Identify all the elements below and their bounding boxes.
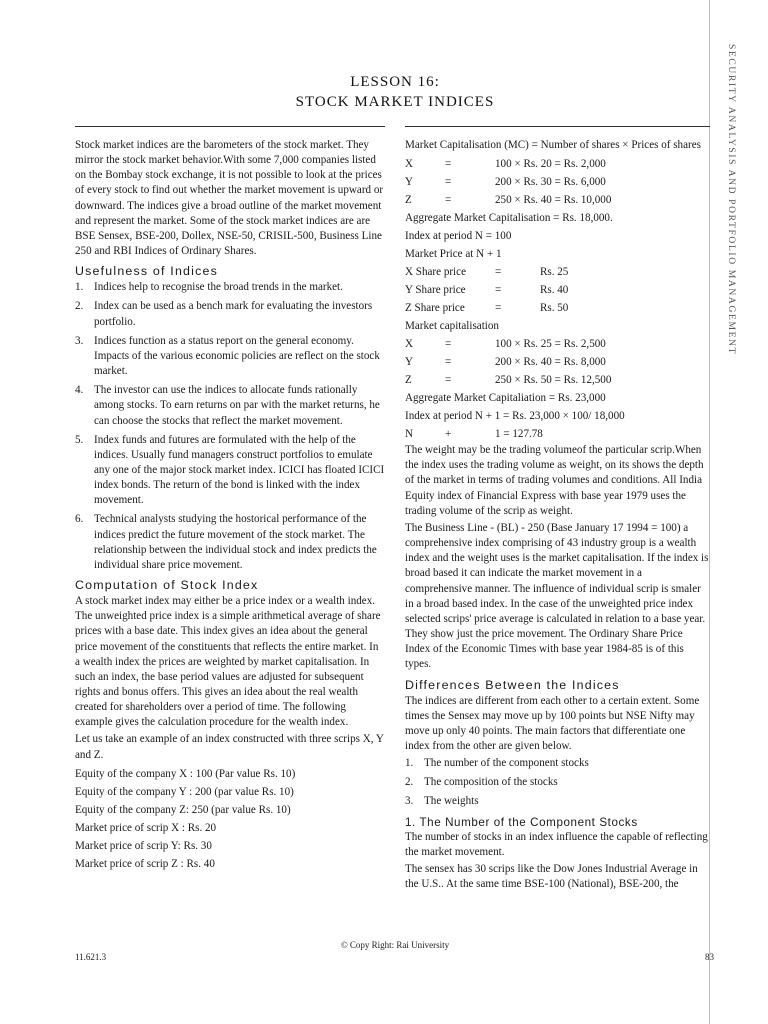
share-price-row: X Share price = Rs. 25 xyxy=(405,265,569,278)
calc-row: Y = 200 × Rs. 40 = Rs. 8,000 xyxy=(405,355,606,368)
calc-row: Y = 200 × Rs. 30 = Rs. 6,000 xyxy=(405,175,606,188)
aggregate-line: Aggregate Market Capitalisation = Rs. 18,000. xyxy=(405,212,613,225)
market-cap-label: Market capitalisation xyxy=(405,320,499,333)
differences-heading: Differences Between the Indices xyxy=(405,677,620,692)
index-line: Index at period N + 1 = Rs. 23,000 × 100/ 18,000 xyxy=(405,410,625,423)
index-result-row: N + 1 = 127.78 xyxy=(405,427,543,440)
list-item: 3. The weights xyxy=(405,795,479,808)
share-price-row: Y Share price = Rs. 40 xyxy=(405,283,569,296)
computation-paragraph: A stock market index may either be a price index or a wealth index. The unweighted price index is a simple arithmetical average of share prices with a base date. This index gives an idea about the general price movement of the constituents that reflects the entire market. In a wealth index the prices are weighted by market capitalisation. In such an index, the base period values are adjusted for subsequent rights and bonus offers. This gives an idea about the real wealth created for shareholders over a period of time. The following example gives the calculation procedure for the wealth index. xyxy=(75,595,381,729)
calc-row: X = 100 × Rs. 25 = Rs. 2,500 xyxy=(405,337,606,350)
list-item: 2. The composition of the stocks xyxy=(405,776,558,789)
weight-paragraph: The weight may be the trading volumeof the particular scrip.When the index uses the trading volume as weight, on its shows the depth of the market in terms of trading volumes and conditions. All India Equity index of Financial Express with base year 1979 uses the trading volume of the scrip as weight. xyxy=(405,444,704,517)
right-column xyxy=(405,138,710,894)
differences-paragraph: The indices are different from each other to a certain extent. Some times the Sensex may move up by 100 points but NSE Nifty may move up only 40 points. The main factors that differentiate one index from the other are given below. xyxy=(405,694,700,752)
equity-line: Equity of the company Z: 250 (par value Rs. 10) xyxy=(75,803,291,816)
header-rule-left xyxy=(75,126,385,127)
index-line: Index at period N = 100 xyxy=(405,230,512,243)
component-stocks-heading: 1. The Number of the Component Stocks xyxy=(405,815,638,829)
price-line: Market price of scrip X : Rs. 20 xyxy=(75,821,217,834)
list-item: 3. Indices function as a status report on the general economy. Impacts of the various economic policies are reflect on the stock market. xyxy=(75,334,380,378)
computation-heading: Computation of Stock Index xyxy=(75,578,259,593)
share-price-row: Z Share price = Rs. 50 xyxy=(405,301,569,314)
mc-definition: Market Capitalisation (MC) = Number of shares × Prices of shares xyxy=(405,139,701,151)
header-rule-right xyxy=(405,126,710,127)
equity-line: Equity of the company X : 100 (Par value Rs. 10) xyxy=(75,767,296,780)
sensex-paragraph: The sensex has 30 scrips like the Dow Jones Industrial Average in the U.S.. At the same time BSE-100 (National), BSE-200, the xyxy=(405,862,698,891)
factors-list xyxy=(405,756,710,809)
calc-row: X = 100 × Rs. 20 = Rs. 2,000 xyxy=(405,157,606,170)
course-code: 11.621.3 xyxy=(75,952,107,962)
equity-line: Equity of the company Y : 200 (par value Rs. 10) xyxy=(75,785,294,798)
list-item: 5. Index funds and futures are formulated with the help of the indices. Usually fund managers construct portfolios to emulate any one of the major stock market index. ICICI has floated ICICI index bonds. The return of the bond is linked with the index movement. xyxy=(75,433,385,507)
list-item: 6. Technical analysts studying the hostorical performance of the indices predict the future movement of the stock market. The relationship between the individual stock and index predicts the individual share price movement. xyxy=(75,513,377,571)
calc-row: Z = 250 × Rs. 40 = Rs. 10,000 xyxy=(405,193,612,206)
aggregate-line: Aggregate Market Capitaliation = Rs. 23,000 xyxy=(405,392,606,405)
copyright-notice: © Copy Right: Rai University xyxy=(340,940,450,950)
component-paragraph: The number of stocks in an index influence the capable of reflecting the market movement. xyxy=(405,830,708,858)
usefulness-list xyxy=(75,280,385,573)
list-item: 4. The investor can use the indices to allocate funds rationally among stocks. To earn returns on par with the market returns, he can choose the stocks that reflect the market movement. xyxy=(75,384,380,427)
price-line: Market price of scrip Y: Rs. 30 xyxy=(75,839,212,852)
business-line-paragraph: The Business Line - (BL) - 250 (Base January 17 1994 = 100) a comprehensive index comprising of 43 industry group is a wealth index and the weight uses is the market capitalisation. If the index is broad based it can indicate the market movement in a comprehensive manner. The influence of individual scrip is smaler in a broad based index. In the case of the unweighted price index selected scrips' price average is calculated in relation to a base year. They show just the price movement. The Ordinary Share Price Index of the Economic Times with base year 1984-85 is of this types. xyxy=(405,521,709,671)
price-line: Market price of scrip Z : Rs. 40 xyxy=(75,857,215,870)
lesson-number: LESSON 16: xyxy=(350,74,440,90)
list-item: 1. The number of the component stocks xyxy=(405,757,589,770)
usefulness-heading: Usefulness of Indices xyxy=(75,264,218,279)
list-item: 1. Indices help to recognise the broad trends in the market. xyxy=(75,281,343,294)
example-intro: Let us take an example of an index constructed with three scrips X, Y and Z. xyxy=(75,733,384,761)
lesson-title: STOCK MARKET INDICES xyxy=(295,94,495,110)
list-item: 2. Index can be used as a bench mark for evaluating the investors portfolio. xyxy=(75,300,373,328)
left-column xyxy=(75,138,385,873)
market-price-label: Market Price at N + 1 xyxy=(405,248,502,261)
running-side-title: SECURITY ANALYSIS AND PORTFOLIO MANAGEMENT xyxy=(726,44,737,356)
page-number: 83 xyxy=(705,952,714,962)
intro-paragraph: Stock market indices are the barometers of the stock market. They mirror the stock market behavior.With some 7,000 companies listed on the Bombay stock exchange, it is not possible to look at the prices of every stock to find out whether the market movement is upward or downward. The indices give a broad outline of the market movement and represent the market. Some of the stock market indices are are BSE Sensex, BSE-200, Dollex, NSE-50, CRISIL-500, Business Line 250 and RBI Indices of Ordinary Shares. xyxy=(75,139,384,258)
calc-row: Z = 250 × Rs. 50 = Rs. 12,500 xyxy=(405,373,612,386)
